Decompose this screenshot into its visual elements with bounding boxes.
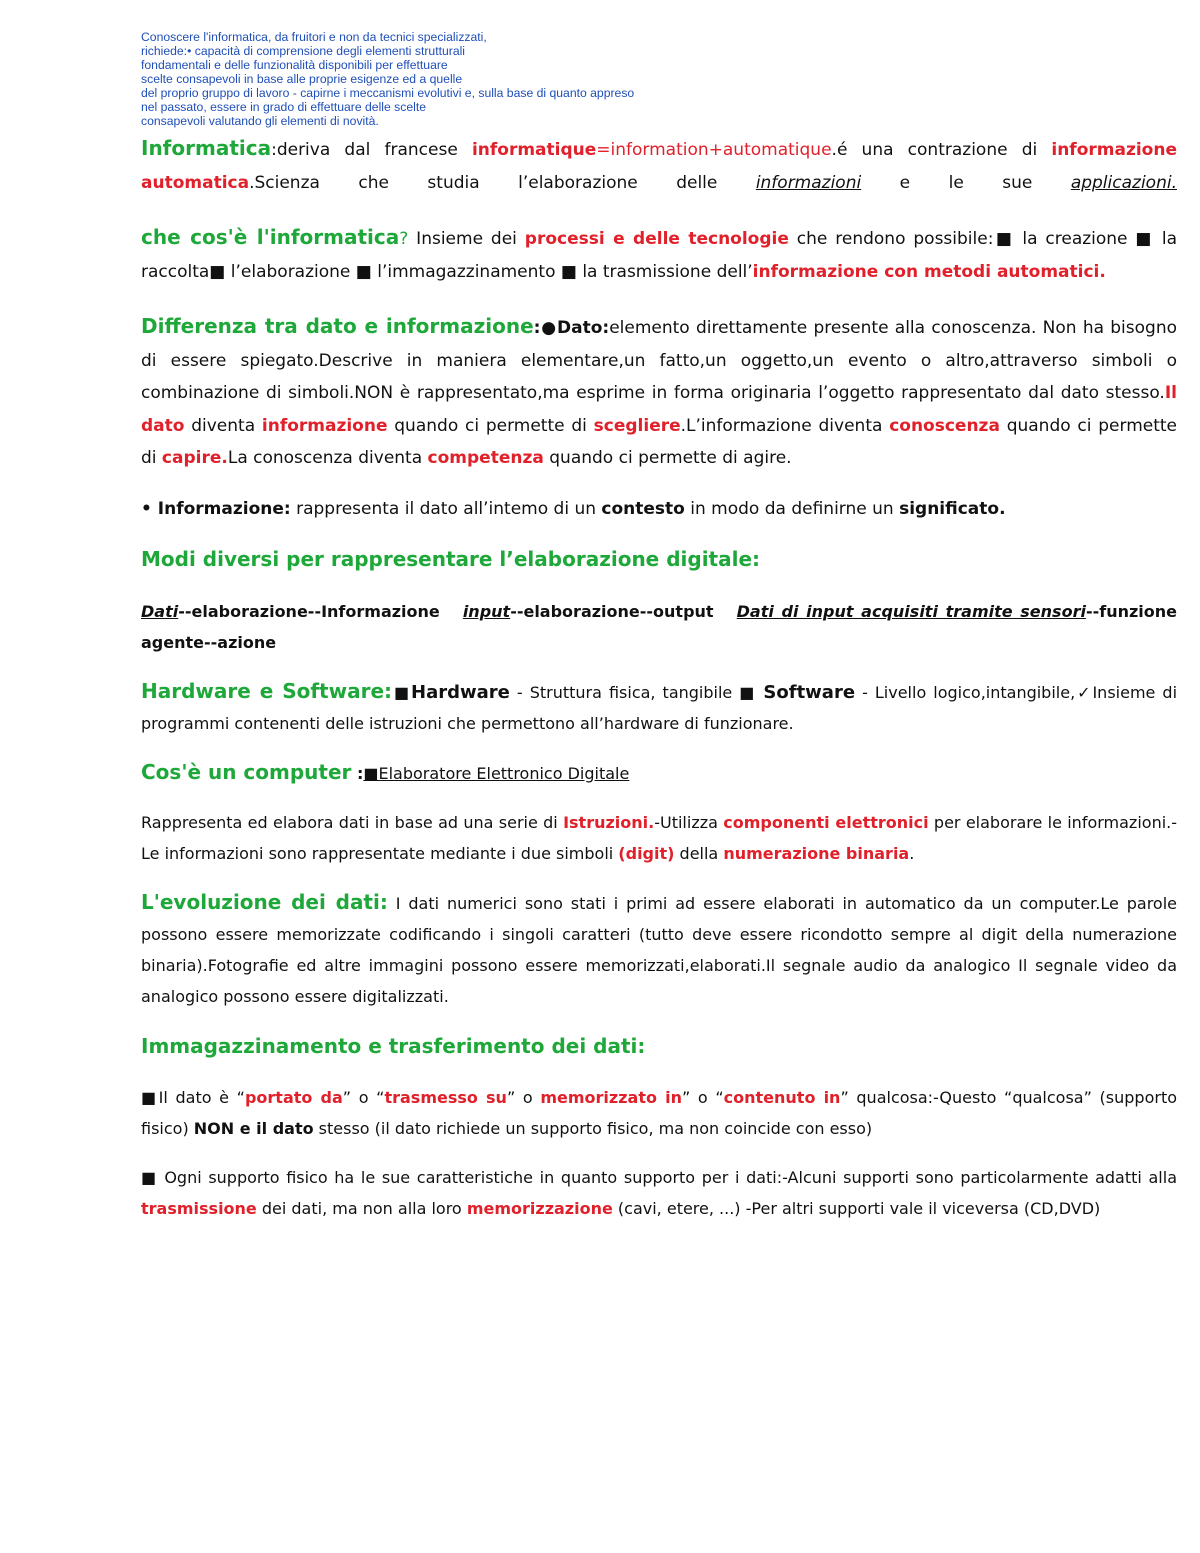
text: quando ci permette di agire. <box>543 448 792 468</box>
emphasis: Istruzioni. <box>563 812 655 832</box>
heading-computer: Cos'è un computer <box>141 759 352 784</box>
text: Insieme dei <box>408 229 525 249</box>
underlined-term: input <box>462 601 511 621</box>
text: : <box>351 763 364 783</box>
text: diventa <box>184 415 262 436</box>
intro-line: fondamentali e delle funzionalità disponibili per effettuare <box>141 58 448 72</box>
text: ” o “ <box>681 1088 724 1107</box>
text: ? <box>399 229 409 249</box>
paragraph-informatica <box>141 132 1177 199</box>
emphasis: trasmesso su <box>384 1088 507 1107</box>
text: dei dati, ma non alla loro <box>256 1199 467 1218</box>
emphasis: scegliere <box>593 415 681 436</box>
underlined-term: Dati di input acquisiti tramite sensori <box>736 601 1086 621</box>
intro-line: consapevoli valutando gli elementi di novità. <box>141 114 379 128</box>
heading-hardware-software: Hardware e Software: <box>141 678 393 703</box>
heading-immagazzinamento-row <box>141 1030 1177 1065</box>
text: -Utilizza <box>654 812 724 832</box>
intro-line: richiede:• capacità di comprensione degli elementi strutturali <box>141 44 466 58</box>
text: stesso (il dato richiede un supporto fisico, ma non coincide con esso) <box>313 1119 873 1138</box>
text: che rendono possibile:■ la creazione ■ la raccolta■ l’elaborazione ■ l’immagazzinamento ■ la trasmissione dell’ <box>141 229 1178 282</box>
emphasis: memorizzato in <box>540 1088 682 1107</box>
text: . <box>909 843 915 863</box>
text: .Scienza che studia l’elaborazione delle <box>249 172 756 193</box>
bold-term: Hardware <box>411 681 510 703</box>
document-page <box>141 30 1177 1224</box>
text: per elaborare le informazioni.-Le informazioni sono rappresentate mediante i due simboli <box>141 812 1178 863</box>
underlined-term: Dati <box>141 601 179 621</box>
text: ” o “ <box>342 1088 385 1107</box>
emphasis: competenza <box>427 448 544 468</box>
underlined-term: applicazioni. <box>1070 172 1177 193</box>
emphasis: trasmissione <box>141 1199 257 1218</box>
text: (cavi, etere, ...) -Per altri supporti vale il viceversa (CD,DVD) <box>612 1199 1101 1218</box>
paragraph-che-cose <box>141 221 1177 288</box>
intro-note <box>141 30 1177 128</box>
heading-modi-diversi: Modi diversi per rappresentare l’elaborazione digitale: <box>141 547 761 571</box>
bold-term: Dato: <box>557 318 610 338</box>
text: quando ci permette di <box>141 415 1177 468</box>
paragraph-hardware-software <box>141 676 1177 739</box>
heading-informatica: Informatica <box>141 136 272 160</box>
text: ” qualcosa:-Questo “qualcosa” (supporto fisico) <box>141 1088 1178 1138</box>
text: rappresenta il dato all’intemo di un <box>290 498 602 519</box>
underlined-term: ■Elaboratore Elettronico Digitale <box>363 763 630 783</box>
text: --elaborazione--output <box>510 601 737 621</box>
emphasis: numerazione binaria <box>723 843 910 863</box>
paragraph-informazione <box>141 493 1177 526</box>
text: - Struttura fisica, tangibile ■ <box>509 682 764 702</box>
emphasis: (digit) <box>618 843 675 863</box>
text: in modo da definirne un <box>684 498 900 519</box>
emphasis: informazione <box>261 415 388 436</box>
heading-immagazzinamento: Immagazzinamento e trasferimento dei dati: <box>141 1033 646 1058</box>
emphasis: memorizzazione <box>466 1199 613 1218</box>
paragraph-evoluzione <box>141 887 1177 1012</box>
underlined-term: informazioni <box>755 172 862 193</box>
text: .é una contrazione di <box>831 140 1052 160</box>
text: ■ Ogni supporto fisico ha le sue caratteristiche in quanto supporto per i dati:-Alcuni supporti sono particolarmente adatti alla <box>141 1168 1177 1187</box>
text: :deriva dal francese <box>271 140 472 160</box>
text: e le sue <box>861 172 1071 193</box>
bold-term: NON e il dato <box>193 1119 314 1138</box>
text: ■ <box>392 682 412 702</box>
emphasis: =information+automatique <box>596 140 832 160</box>
text: della <box>674 843 724 863</box>
heading-modi-diversi-row <box>141 543 1177 578</box>
bold-term: significato. <box>899 498 1006 519</box>
emphasis: componenti elettronici <box>723 812 929 832</box>
paragraph-computer <box>141 757 1177 789</box>
intro-line: del proprio gruppo di lavoro - capirne i meccanismi evolutivi e, sulla base di quanto appreso <box>141 86 635 100</box>
emphasis: informazione con metodi automatici. <box>752 261 1106 282</box>
text: Rappresenta ed elabora dati in base ad una serie di <box>141 812 564 832</box>
intro-line: scelte consapevoli in base alle proprie esigenze ed a quelle <box>141 72 463 86</box>
text: :● <box>533 318 557 338</box>
text: elemento direttamente presente alla conoscenza. Non ha bisogno di essere spiegato.Descrive in maniera elementare,un fatto,un oggetto,un evento o altro,attraverso simboli o combinazione di simboli.NON è rappresentato,ma esprime in forma originaria l’oggetto rappresentato dal dato stesso. <box>141 318 1178 403</box>
heading-che-cose: che cos'è l'informatica <box>141 225 400 249</box>
text: I dati numerici sono stati i primi ad essere elaborati in automatico da un computer.Le parole possono essere memorizzate codificando i singoli caratteri (tutto deve essere ricondotto sempre al digit della numerazione binaria).Fotografie ed altre immagini possono essere memorizzati,elaborati.Il segnale audio da analogico Il segnale video da analogico possono essere digitalizzati. <box>141 893 1177 1006</box>
text: .L’informazione diventa <box>680 415 890 436</box>
emphasis: conoscenza <box>889 415 1000 436</box>
paragraph-modi <box>141 596 1177 658</box>
text: La conoscenza diventa <box>227 448 428 468</box>
text: ” o <box>506 1088 541 1107</box>
text: - Livello logico,intangibile,✓Insieme di programmi contenenti delle istruzioni che permettono all’hardware di funzionare. <box>141 682 1178 733</box>
emphasis: capire. <box>161 448 228 468</box>
emphasis: informatique <box>471 140 597 160</box>
text: --funzione agente--azione <box>141 601 1178 652</box>
paragraph-dato-informazione <box>141 310 1177 475</box>
intro-line: Conoscere l'informatica, da fruitori e non da tecnici specializzati, <box>141 30 487 44</box>
emphasis: Il dato <box>141 383 1177 436</box>
emphasis: portato da <box>244 1088 343 1107</box>
bold-term: contesto <box>601 498 685 519</box>
heading-differenza: Differenza tra dato e informazione <box>141 314 534 338</box>
emphasis: processi e delle tecnologie <box>524 229 789 249</box>
paragraph-rappresenta <box>141 807 1177 869</box>
bold-term: Software <box>763 681 856 703</box>
text: --elaborazione--Informazione <box>178 601 463 621</box>
paragraph-supporto <box>141 1162 1177 1224</box>
paragraph-dato-portato <box>141 1082 1177 1144</box>
heading-evoluzione: L'evoluzione dei dati: <box>141 889 388 914</box>
emphasis: contenuto in <box>723 1088 841 1107</box>
emphasis: informazione automatica <box>141 140 1177 193</box>
bold-term: • Informazione: <box>141 498 291 519</box>
text: quando ci permette di <box>387 415 594 436</box>
text: ■Il dato è “ <box>141 1088 245 1107</box>
intro-line: nel passato, essere in grado di effettuare delle scelte <box>141 100 427 114</box>
